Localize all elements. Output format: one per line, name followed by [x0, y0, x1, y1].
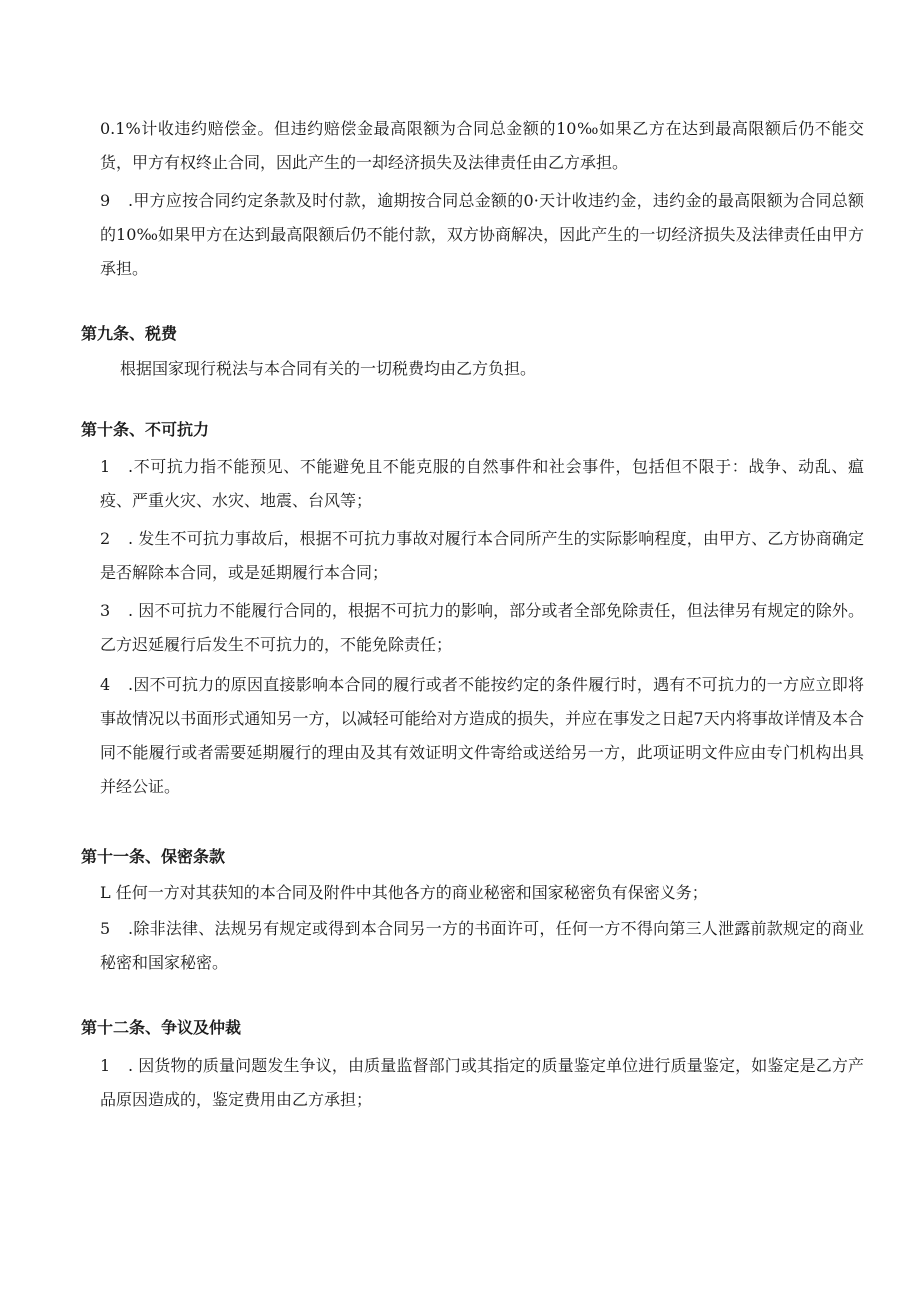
- item-text: .除非法律、法规另有规定或得到本合同另一方的书面许可，任何一方不得向第三人泄露前款规定的商业秘密和国家秘密。: [100, 919, 864, 972]
- item-text: .甲方应按合同约定条款及时付款，逾期按合同总金额的0·天计收违约金，违约金的最高限额为合同总额的10‰如果甲方在达到最高限额后仍不能付款，双方协商解决，因此产生的一切经济损失及法律责任由甲方承担。: [100, 191, 864, 278]
- item-text: . 因货物的质量问题发生争议，由质量监督部门或其指定的质量鉴定单位进行质量鉴定，如鉴定是乙方产品原因造成的，鉴定费用由乙方承担；: [100, 1056, 864, 1109]
- section-heading-taxes: 第九条、税费: [81, 324, 178, 343]
- item-text: . 因不可抗力不能履行合同的，根据不可抗力的影响，部分或者全部免除责任，但法律另有规定的除外。乙方迟延履行后发生不可抗力的，不能免除责任；: [100, 601, 864, 654]
- item-number: 9: [100, 191, 111, 210]
- section-body-taxes: 根据国家现行税法与本合同有关的一切税费均由乙方负担。: [120, 359, 537, 378]
- item-text: . 发生不可抗力事故后，根据不可抗力事故对履行本合同所产生的实际影响程度，由甲方、乙方协商确定是否解除本合同，或是延期履行本合同；: [100, 529, 864, 582]
- item-text: .因不可抗力的原因直接影响本合同的履行或者不能按约定的条件履行时，遇有不可抗力的一方应立即将事故情况以书面形式通知另一方，以减轻可能给对方造成的损失，并应在事发之日起7天内将事故详情及本合同不能履行或者需要延期履行的理由及其有效证明文件寄给或送给另一方，此项证明文件应由专门机构出具并经公证。: [100, 675, 864, 796]
- section-heading-force-majeure: 第十条、不可抗力: [81, 420, 210, 439]
- force-majeure-item: [100, 594, 864, 662]
- force-majeure-item: [100, 668, 864, 804]
- section-heading-dispute-arbitration: 第十二条、争议及仲裁: [81, 1018, 242, 1037]
- force-majeure-item: [100, 450, 864, 518]
- clause-9-item: [100, 184, 864, 286]
- item-number: L: [100, 883, 111, 902]
- item-number: 2: [100, 529, 111, 548]
- dispute-item: [100, 1049, 864, 1117]
- item-number: 4: [100, 675, 111, 694]
- confidentiality-item: [100, 876, 864, 910]
- clause-8-continuation: [100, 112, 864, 180]
- section-heading-confidentiality: 第十一条、保密条款: [81, 847, 226, 866]
- item-text: .不可抗力指不能预见、不能避免且不能克服的自然事件和社会事件，包括但不限于：战争、动乱、瘟疫、严重火灾、水灾、地震、台风等；: [100, 457, 864, 510]
- confidentiality-item: [100, 912, 864, 980]
- force-majeure-item: [100, 522, 864, 590]
- clause-text: 0.1%计收违约赔偿金。但违约赔偿金最高限额为合同总金额的10‰如果乙方在达到最高限额后仍不能交货，甲方有权终止合同，因此产生的一却经济损失及法律责任由乙方承担。: [100, 119, 864, 172]
- item-number: 3: [100, 601, 111, 620]
- item-number: 1: [100, 457, 111, 476]
- item-number: 5: [100, 919, 111, 938]
- item-number: 1: [100, 1056, 111, 1075]
- item-text: 任何一方对其获知的本合同及附件中其他各方的商业秘密和国家秘密负有保密义务；: [115, 883, 708, 902]
